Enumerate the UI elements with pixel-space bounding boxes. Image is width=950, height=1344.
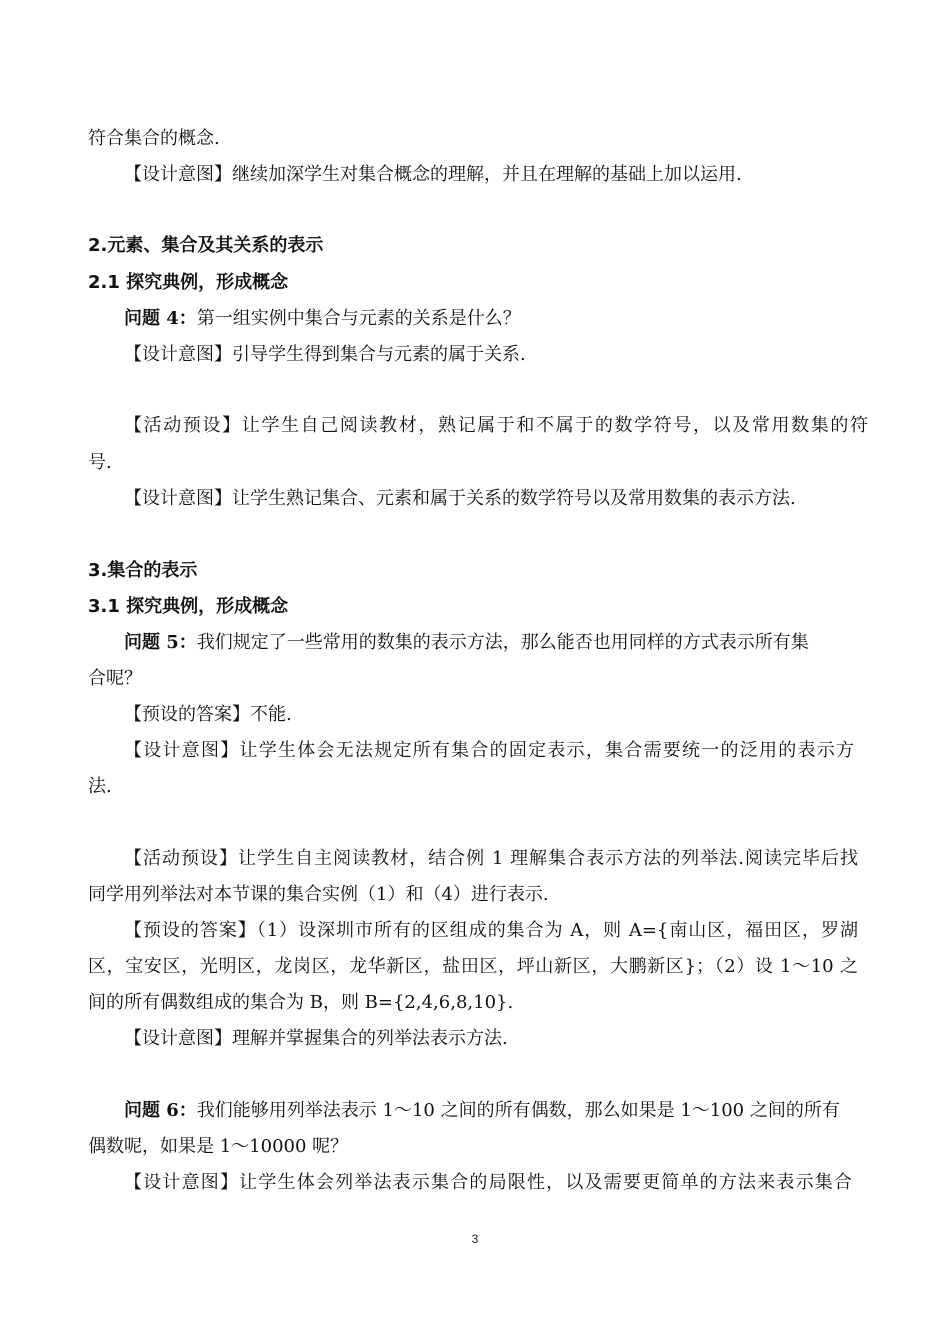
design-intent-line: 【设计意图】让学生体会列举法表示集合的局限性，以及需要更简单的方法来表示集合: [124, 1172, 852, 1193]
question-text: 我们能够用列举法表示 1～10 之间的所有偶数，那么如果是 1～100 之间的所有: [196, 1100, 840, 1121]
activity-preset-line: 【活动预设】让学生自己阅读教材，熟记属于和不属于的数学符号，以及常用数集的符: [124, 415, 868, 436]
question-6: [124, 1098, 904, 1124]
design-intent-line: 【设计意图】引导学生得到集合与元素的属于关系.: [124, 344, 526, 365]
paragraph-line: 区，宝安区，光明区，龙岗区，龙华新区，盐田区，坪山新区，大鹏新区}；（2）设 1～10 之: [88, 956, 858, 977]
question-4: [124, 306, 904, 332]
paragraph-line: 符合集合的概念.: [88, 128, 220, 149]
subsection-heading: 2.1 探究典例，形成概念: [88, 272, 289, 293]
paragraph-line: 号.: [88, 452, 112, 473]
subsection-heading: 3.1 探究典例，形成概念: [88, 596, 289, 617]
paragraph-line: 合呢？: [88, 668, 142, 689]
question-text: 我们规定了一些常用的数集的表示方法，那么能否也用同样的方式表示所有集: [196, 632, 809, 653]
design-intent-line: 【设计意图】继续加深学生对集合概念的理解，并且在理解的基础上加以运用.: [124, 164, 742, 185]
paragraph-line: 法.: [88, 776, 112, 797]
section-heading: 2.元素、集合及其关系的表示: [88, 235, 324, 256]
paragraph-line: 偶数呢，如果是 1～10000 呢？: [88, 1136, 349, 1157]
design-intent-line: 【设计意图】理解并掌握集合的列举法表示方法.: [124, 1028, 508, 1049]
question-label: 问题 6：: [124, 1100, 197, 1121]
question-label: 问题 4：: [124, 308, 197, 329]
question-text: 第一组实例中集合与元素的关系是什么？: [196, 308, 521, 329]
page-number: 3: [471, 1232, 479, 1246]
paragraph-line: 间的所有偶数组成的集合为 B，则 B={2,4,6,8,10}.: [88, 992, 514, 1013]
paragraph-line: 同学用列举法对本节课的集合实例（1）和（4）进行表示.: [88, 884, 549, 905]
section-heading: 3.集合的表示: [88, 560, 198, 581]
activity-preset-line: 【活动预设】让学生自主阅读教材，结合例 1 理解集合表示方法的列举法.阅读完毕后找: [124, 848, 858, 869]
design-intent-line: 【设计意图】让学生熟记集合、元素和属于关系的数学符号以及常用数集的表示方法.: [124, 488, 796, 509]
question-label: 问题 5：: [124, 632, 197, 653]
design-intent-line: 【设计意图】让学生体会无法规定所有集合的固定表示，集合需要统一的泛用的表示方: [124, 740, 854, 761]
question-5: [124, 630, 904, 656]
preset-answer-line: 【预设的答案】（1）设深圳市所有的区组成的集合为 A，则 A={南山区，福田区，罗湖: [124, 920, 858, 941]
preset-answer-line: 【预设的答案】不能.: [124, 704, 292, 725]
